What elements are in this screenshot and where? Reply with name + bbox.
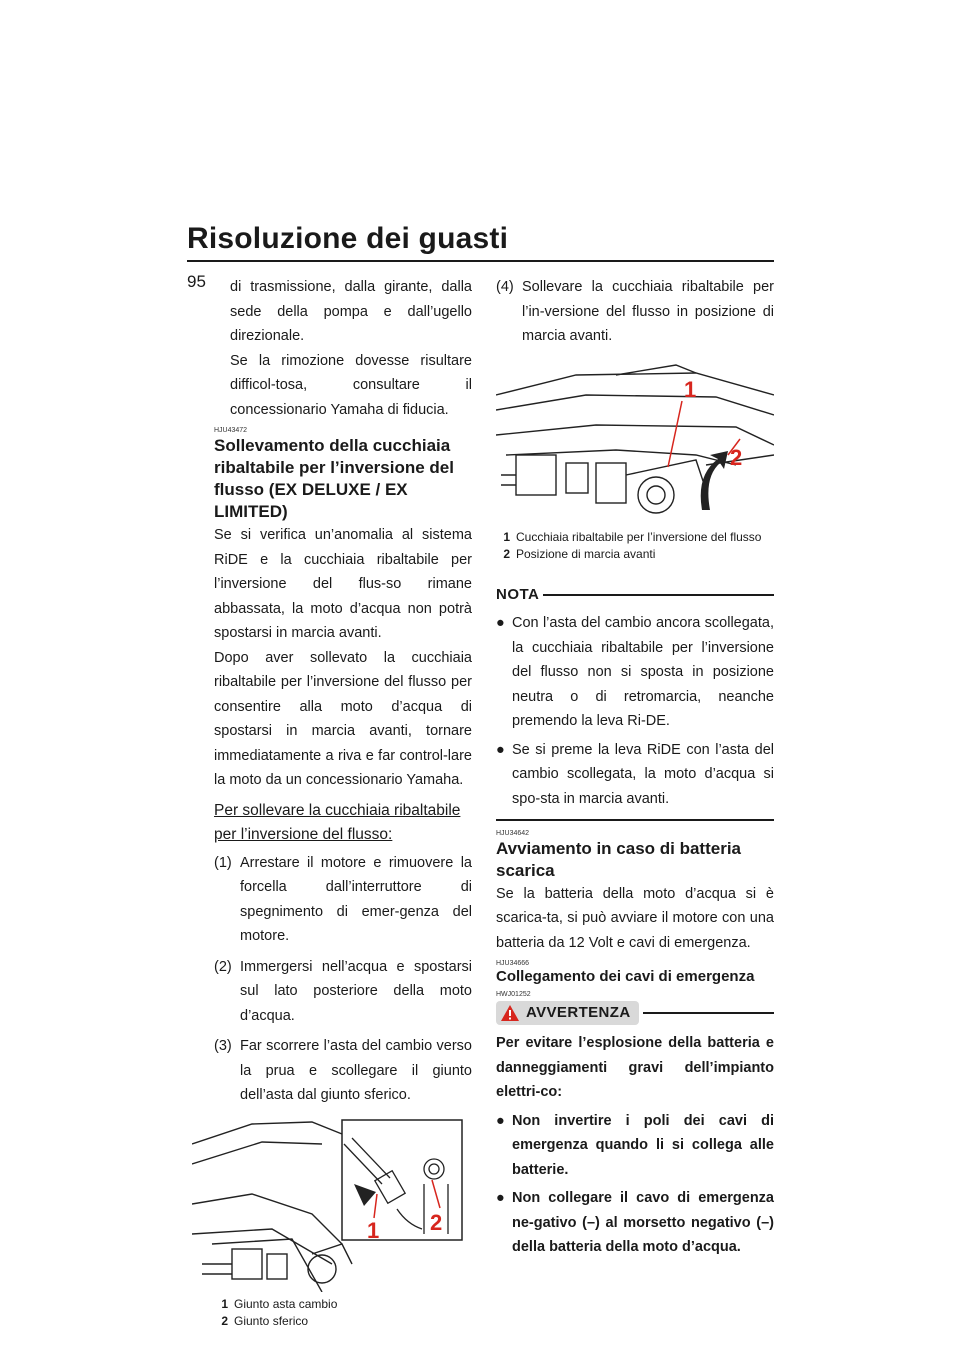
nota-header <box>496 583 774 608</box>
warning-badge <box>496 1001 639 1025</box>
watercraft-illustration <box>192 1114 464 1292</box>
figure-caption-left <box>214 1296 472 1330</box>
watercraft-rear-illustration <box>496 355 774 525</box>
intro-text-2: Se la rimozione dovesse risultare difficol-tosa, consultare il concessionario Yamaha di fiducia. <box>230 352 472 418</box>
nota-bullet: ● Con l’asta del cambio ancora scollegata, la cucchiaia ribaltabile per l’inversione del flusso non si sposta in posizione neutra o di retromarcia, neanche premendo la leva Ri-DE. <box>496 611 774 734</box>
section-code: HJU43472 <box>214 427 248 434</box>
section-title-flip-bucket: Sollevamento della cucchiaia ribaltabile per l’inversione del flusso (EX DELUXE / EX LIMITED) <box>214 436 454 521</box>
paragraph-1: Se si verifica un’anomalia al sistema RiDE e la cucchiaia ribaltabile per l’inversione del flus-so rimane abbassata, la moto d’acqua non potrà spostarsi in marcia avanti. <box>214 527 472 641</box>
step-number: (1) <box>214 854 232 871</box>
step-4 <box>496 275 774 349</box>
figure-label-1: 1 <box>684 376 697 402</box>
nota-rule <box>543 594 774 596</box>
bullet-dot: ● <box>496 1112 505 1129</box>
warning-bullet: ● Non collegare il cavo di emergenza ne-gativo (–) al morsetto negativo (–) della batteria della moto d’acqua. <box>496 1186 774 1260</box>
warning-label: AVVERTENZA <box>526 1003 631 1021</box>
nota-end-rule <box>496 819 774 821</box>
figure-flip-bucket <box>496 355 774 525</box>
step-number: (3) <box>214 1038 232 1054</box>
warning-code: HWJ01252 <box>496 991 531 998</box>
warning-rule <box>643 1012 774 1014</box>
figure-caption-right <box>496 529 774 563</box>
step-text: Immergersi nell’acqua e spostarsi sul lato posteriore della moto d’acqua. <box>240 958 472 1024</box>
nota-bullet: ● Se si preme la leva RiDE con l’asta del cambio scollegata, la moto d’acqua si spo-sta in marcia avanti. <box>496 738 774 812</box>
procedure-subheading: Per sollevare la cucchiaia ribaltabile per l’inversione del flusso: <box>214 801 461 843</box>
right-column <box>496 275 774 1260</box>
warning-bullet: ● Non invertire i poli dei cavi di emergenza quando li si collega alle batterie. <box>496 1109 774 1183</box>
step-3 <box>214 1034 472 1108</box>
figure-label-1: 1 <box>367 1217 380 1243</box>
step-number: (2) <box>214 958 232 975</box>
title-rule <box>187 260 774 262</box>
caption-row: 1 Giunto asta cambio <box>221 1296 338 1311</box>
figure-label-2: 2 <box>430 1209 443 1235</box>
warning-intro: Per evitare l’esplosione della batteria e danneggiamenti gravi dell’impianto elettri-co: <box>496 1035 774 1100</box>
page-number: 95 <box>187 272 206 291</box>
page-title: Risoluzione dei guasti <box>187 222 509 255</box>
bullet-dot: ● <box>496 741 505 758</box>
step-text: Far scorrere l’asta del cambio verso la prua e scollegare il giunto dell’asta dal giunto sferico. <box>240 1038 472 1103</box>
subsection-code: HJU34666 <box>496 960 530 967</box>
step-number: (4) <box>496 279 514 295</box>
figure-label-2: 2 <box>730 444 743 470</box>
step-2 <box>214 955 472 1029</box>
left-column <box>214 275 472 1330</box>
section-text: Se la batteria della moto d’acqua si è scarica-ta, si può avviare il motore con una batteria da 12 Volt e cavi di emergenza. <box>496 885 774 951</box>
paragraph-2: Dopo aver sollevato la cucchiaia ribaltabile per l’inversione del flusso per consentire alla moto d’acqua di spostarsi in marcia avanti, tornare immediatamente a riva e far control-lare la moto da un concessionario Yamaha. <box>214 649 472 788</box>
caption-row: 2 Giunto sferico <box>221 1313 309 1328</box>
warning-header <box>496 1001 774 1025</box>
step-text: Sollevare la cucchiaia ribaltabile per l’in-versione del flusso in posizione di marcia avanti. <box>522 279 774 344</box>
subsection-title: Collegamento dei cavi di emergenza <box>496 968 755 985</box>
step-text: Arrestare il motore e rimuovere la forcella dall’interruttore di spegnimento di emer-genza del motore. <box>240 854 472 944</box>
bullet-dot: ● <box>496 1190 505 1206</box>
section-title-jump-start: Avviamento in caso di batteria scarica <box>496 838 741 880</box>
nota-label: NOTA <box>496 585 540 603</box>
step-1 <box>214 851 472 949</box>
warning-triangle-icon <box>500 1004 520 1022</box>
intro-text-1: di trasmissione, dalla girante, dalla sede della pompa e dall’ugello direzionale. <box>230 279 472 344</box>
section-code: HJU34642 <box>496 829 530 837</box>
caption-row: 1 Cucchiaia ribaltabile per l’inversione del flusso <box>503 529 762 544</box>
caption-row: 2 Posizione di marcia avanti <box>503 546 656 561</box>
figure-shift-rod-joint <box>192 1114 464 1292</box>
bullet-dot: ● <box>496 615 505 631</box>
